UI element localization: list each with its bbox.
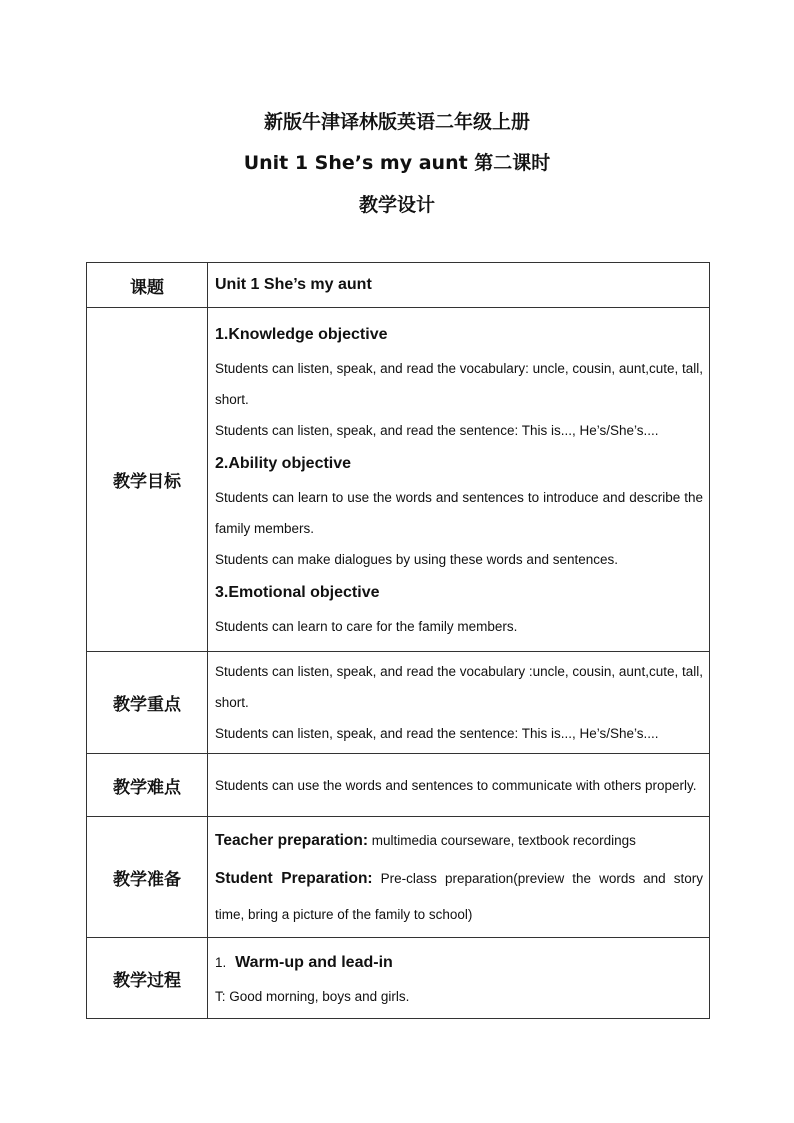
key-points-paragraph-2: Students can listen, speak, and read the sentence: This is..., He’s/She’s.... — [215, 726, 659, 741]
process-step-title: Warm-up and lead-in — [235, 953, 393, 971]
topic-value — [208, 263, 710, 308]
teacher-preparation-label: Teacher preparation: — [215, 832, 369, 849]
table-row-preparation — [87, 817, 710, 938]
teacher-preparation — [215, 821, 703, 861]
table-row-difficulties — [87, 754, 710, 817]
emotional-paragraph-1: Students can learn to care for the family members. — [215, 619, 518, 634]
row-label-process: 教学过程 — [87, 938, 208, 1019]
emotional-heading: 3.Emotional objective — [215, 584, 380, 601]
knowledge-paragraph-1: Students can listen, speak, and read the vocabulary: uncle, cousin, aunt,cute, tall, short. — [215, 361, 703, 407]
student-preparation-text: Pre-class preparation(preview the words and story time, bring a picture of the family to school) — [215, 871, 703, 922]
key-points-paragraph-1: Students can listen, speak, and read the vocabulary :uncle, cousin, aunt,cute, tall, short. — [215, 664, 703, 710]
knowledge-paragraph-2: Students can listen, speak, and read the sentence: This is..., He’s/She’s.... — [215, 423, 659, 438]
student-preparation-label: Student Preparation: — [215, 870, 373, 887]
table-row-topic — [87, 263, 710, 308]
teacher-preparation-text: multimedia courseware, textbook recordings — [368, 833, 636, 848]
process-step-heading — [215, 945, 703, 981]
knowledge-heading: 1.Knowledge objective — [215, 326, 388, 343]
difficulties-content — [208, 754, 710, 817]
document-subtitle: Unit 1 She’s my aunt 第二课时 — [243, 152, 551, 174]
row-label-topic: 课题 — [87, 263, 208, 308]
table-row-key-points — [87, 652, 710, 754]
process-content — [208, 938, 710, 1019]
row-label-objectives: 教学目标 — [87, 308, 208, 652]
row-label-difficulties: 教学难点 — [87, 754, 208, 817]
student-preparation — [215, 861, 703, 933]
ability-heading: 2.Ability objective — [215, 455, 352, 472]
ability-paragraph-1: Students can learn to use the words and sentences to introduce and describe the family members. — [215, 490, 703, 536]
row-label-preparation: 教学准备 — [87, 817, 208, 938]
difficulties-paragraph-1: Students can use the words and sentences to communicate with others properly. — [215, 777, 697, 793]
document-title: 新版牛津译林版英语二年级上册 — [263, 111, 530, 133]
ability-paragraph-2: Students can make dialogues by using these words and sentences. — [215, 552, 619, 567]
lesson-plan-table — [86, 262, 710, 1019]
document-subtitle-2: 教学设计 — [358, 194, 435, 216]
table-row-process — [87, 938, 710, 1019]
row-label-key-points: 教学重点 — [87, 652, 208, 754]
table-row-objectives — [87, 308, 710, 652]
process-step-number: 1. — [215, 954, 227, 970]
objectives-content — [208, 308, 710, 652]
key-points-content — [208, 652, 710, 754]
preparation-content — [208, 817, 710, 938]
process-paragraph-1: T: Good morning, boys and girls. — [215, 988, 410, 1004]
topic-text: Unit 1 She’s my aunt — [215, 276, 372, 293]
